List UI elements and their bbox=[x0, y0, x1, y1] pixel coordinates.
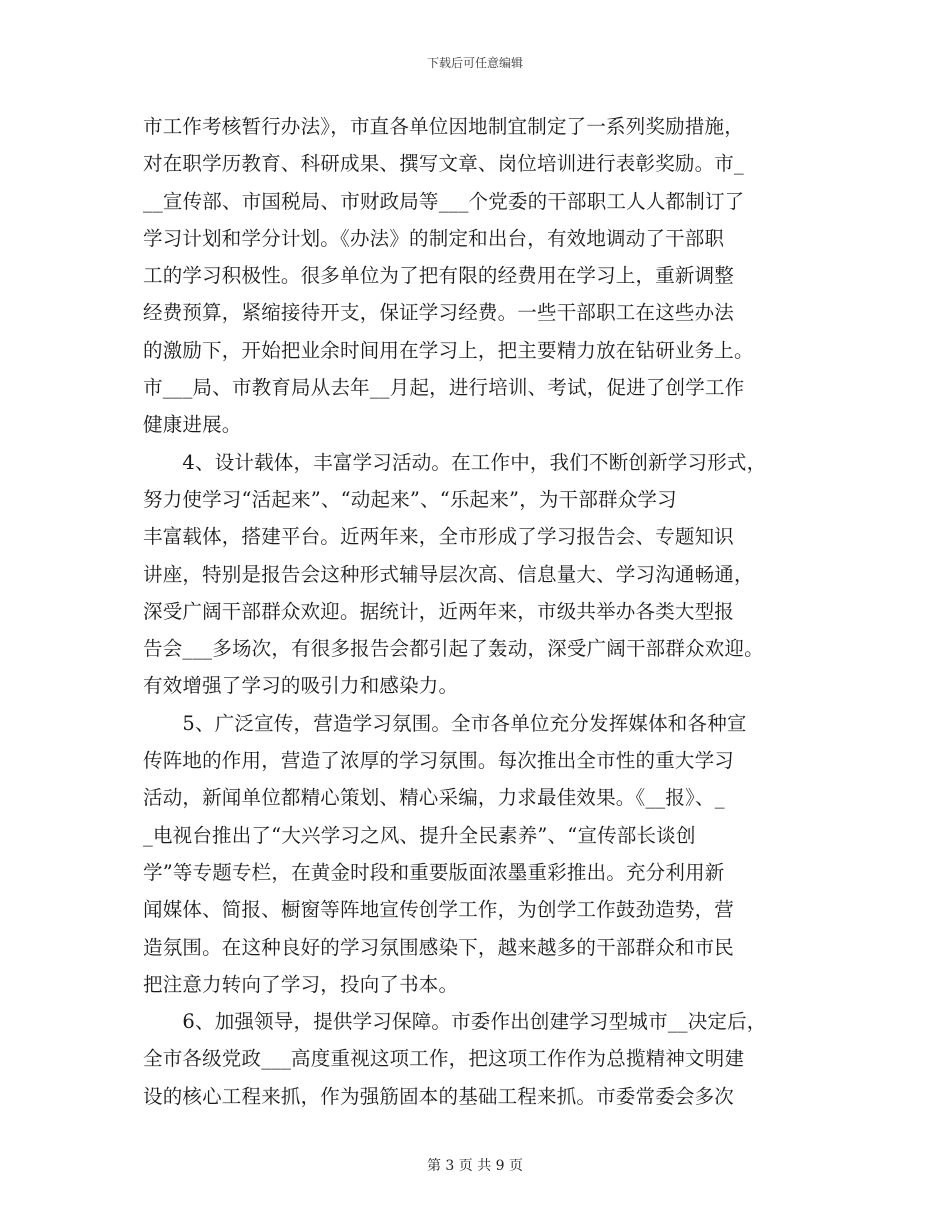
body-line: 设的核心工程来抓，作为强筋固本的基础工程来抓。市委常委会多次 bbox=[143, 1084, 735, 1108]
document-body bbox=[143, 108, 803, 1115]
paragraph-4-start: 4、设计载体，丰富学习活动。在工作中，我们不断创新学习形式， bbox=[143, 450, 767, 474]
body-line: 的激励下，开始把业余时间用在学习上，把主要精力放在钻研业务上。 bbox=[143, 338, 754, 362]
body-line: 学习计划和学分计划。《办法》的制定和出台，有效地调动了干部职 bbox=[143, 226, 725, 250]
body-line: 闻媒体、简报、橱窗等阵地宣传创学工作，为创学工作鼓劲造势，营 bbox=[143, 898, 735, 922]
body-line: 传阵地的作用，营造了浓厚的学习氛围。每次推出全市性的重大学习 bbox=[143, 749, 735, 773]
body-line: 市工作考核暂行办法》，市直各单位因地制宜制定了一系列奖励措施， bbox=[143, 115, 744, 138]
body-line: 努力使学习“活起来”、“动起来”、“乐起来”，为干部群众学习 bbox=[143, 487, 677, 511]
body-line: 丰富载体，搭建平台。近两年来，全市形成了学习报告会、专题知识 bbox=[143, 525, 735, 549]
body-line: 学”等专题专栏，在黄金时段和重要版面浓墨重彩推出。充分利用新 bbox=[143, 860, 725, 884]
page-number-footer: 第 3 页 共 9 页 bbox=[426, 1158, 524, 1174]
body-line: 有效增强了学习的吸引力和感染力。 bbox=[143, 674, 459, 698]
body-line: 全市各级党政___高度重视这项工作，把这项工作作为总揽精神文明建 bbox=[143, 1047, 745, 1071]
page-header: 下载后可任意编辑 bbox=[426, 56, 523, 70]
body-line: 活动，新闻单位都精心策划、精心采编，力求最佳效果。《__报》、_ bbox=[143, 786, 725, 810]
body-line: 健康进展。 bbox=[143, 413, 242, 437]
body-line: _电视台推出了“大兴学习之风、提升全民素养”、“宣传部长谈创 bbox=[143, 823, 696, 847]
body-line: 对在职学历教育、科研成果、撰写文章、岗位培训进行表彰奖励。市_ bbox=[143, 152, 744, 176]
paragraph-5-start: 5、广泛宣传，营造学习氛围。全市各单位充分发挥媒体和各种宣 bbox=[143, 711, 747, 735]
body-line: 造氛围。在这种良好的学习氛围感染下，越来越多的干部群众和市民 bbox=[143, 935, 735, 959]
body-line: 讲座，特别是报告会这种形式辅导层次高、信息量大、学习沟通畅通， bbox=[143, 562, 754, 586]
body-line: 经费预算，紧缩接待开支，保证学习经费。一些干部职工在这些办法 bbox=[143, 301, 735, 325]
body-line: 市___局、市教育局从去年__月起，进行培训、考试，促进了创学工作 bbox=[143, 376, 745, 400]
body-line: 工的学习积极性。很多单位为了把有限的经费用在学习上，重新调整 bbox=[143, 264, 735, 288]
body-line: __宣传部、市国税局、市财政局等___个党委的干部职工人人都制订了 bbox=[143, 189, 745, 213]
body-line: 把注意力转向了学习，投向了书本。 bbox=[143, 972, 459, 996]
body-line: 告会___多场次，有很多报告会都引起了轰动，深受广阔干部群众欢迎。 bbox=[143, 637, 764, 661]
paragraph-6-start: 6、加强领导，提供学习保障。市委作出创建学习型城市__决定后， bbox=[143, 1010, 767, 1034]
body-line: 深受广阔干部群众欢迎。据统计，近两年来，市级共举办各类大型报 bbox=[143, 599, 735, 623]
